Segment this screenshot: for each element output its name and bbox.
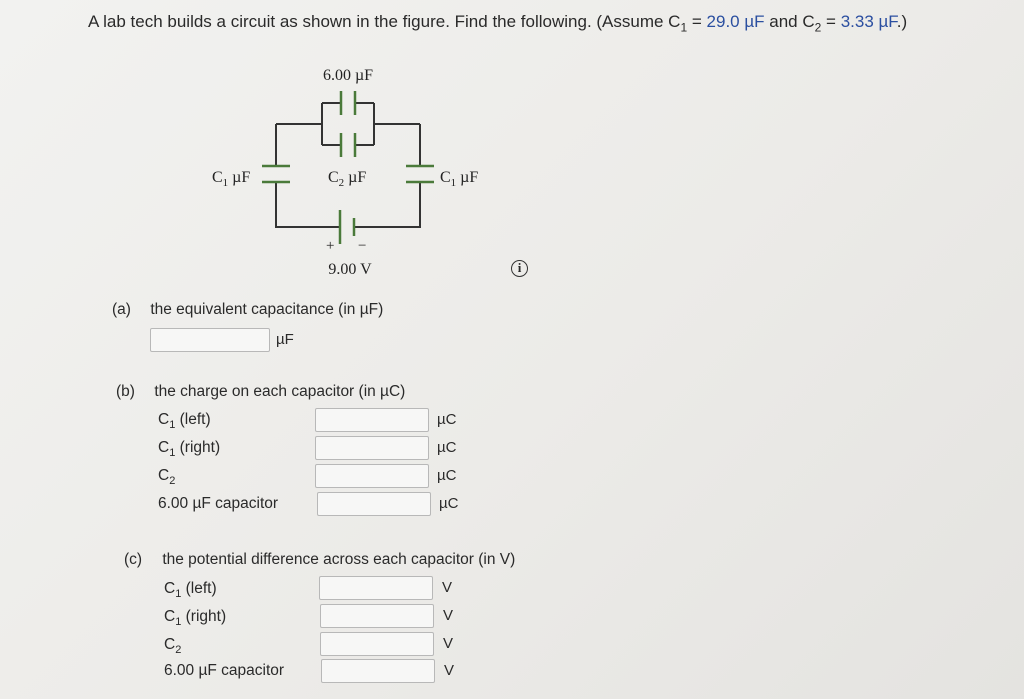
equivalent-capacitance-input[interactable] — [150, 328, 270, 352]
right-cap-letter: C — [440, 169, 451, 186]
charge-row-c1-right-label — [158, 439, 220, 459]
middle-cap-sub: 2 — [338, 177, 345, 189]
charge-c2-input[interactable] — [315, 464, 429, 488]
charge-row-6uF-label — [158, 495, 278, 515]
top-capacitor-label: 6.00 µF — [322, 67, 374, 84]
c1-subscript: 1 — [680, 20, 688, 35]
circuit-wires — [276, 103, 420, 227]
voltage-6uF-input[interactable] — [321, 659, 435, 683]
battery-plus-sign: + — [326, 238, 335, 254]
voltage-c1-right-unit: V — [443, 607, 454, 624]
row-label: C — [158, 411, 170, 428]
c2-value: 3.33 µF — [840, 12, 897, 31]
part-b-letter: (b) — [116, 383, 135, 400]
part-c-prompt — [124, 551, 515, 569]
row-label: C — [164, 636, 176, 653]
voltage-c1-left-unit: V — [442, 579, 453, 596]
charge-6uF-unit: µC — [439, 495, 459, 512]
voltage-c2-unit: V — [443, 635, 454, 652]
charge-c2-unit: µC — [437, 467, 457, 484]
row-sub: 2 — [169, 475, 176, 488]
c1-value: 29.0 µF — [706, 12, 765, 31]
equals-sign-2: = — [821, 12, 841, 31]
battery-symbol — [340, 210, 354, 244]
row-qualifier: (right) — [181, 608, 227, 625]
voltage-c1-right-input[interactable] — [320, 604, 434, 628]
voltage-6uF-unit: V — [444, 662, 455, 679]
part-b-text: the charge on each capacitor (in µC) — [154, 383, 406, 400]
charge-c1-left-unit: µC — [437, 411, 457, 428]
question-prefix: A lab tech builds a circuit as shown in the figure. Find the following. (Assume C — [88, 12, 681, 31]
part-a-letter: (a) — [112, 301, 131, 318]
info-icon[interactable]: i — [511, 260, 528, 277]
charge-6uF-input[interactable] — [317, 492, 431, 516]
charge-row-c2-label — [158, 467, 175, 487]
row-label: 6.00 µF capacitor — [164, 662, 285, 679]
row-qualifier: (right) — [175, 439, 221, 456]
and-text: and C — [764, 12, 815, 31]
row-qualifier: (left) — [175, 411, 211, 428]
row-sub: 2 — [175, 644, 182, 657]
row-label: C — [164, 580, 176, 597]
row-qualifier: (left) — [181, 580, 217, 597]
middle-capacitor-label — [328, 169, 366, 189]
voltage-row-c2-label — [164, 636, 181, 656]
voltage-row-6uF-label — [164, 662, 284, 682]
part-a-unit: µF — [276, 331, 294, 348]
right-cap-sub: 1 — [450, 177, 457, 189]
left-cap-unit: µF — [228, 169, 251, 186]
voltage-c2-input[interactable] — [320, 632, 434, 656]
battery-voltage-label: 9.00 V — [328, 261, 372, 278]
question-suffix: .) — [896, 12, 908, 31]
row-sub: 1 — [169, 419, 176, 432]
battery-minus-sign: − — [358, 238, 367, 254]
equals-sign: = — [687, 12, 707, 31]
question-text — [88, 12, 907, 34]
charge-c1-right-input[interactable] — [315, 436, 429, 460]
middle-cap-letter: C — [328, 169, 339, 186]
row-label: C — [158, 467, 170, 484]
part-c-letter: (c) — [124, 551, 143, 568]
part-a-text: the equivalent capacitance (in µF) — [150, 301, 384, 318]
row-sub: 1 — [175, 588, 182, 601]
charge-c1-right-unit: µC — [437, 439, 457, 456]
row-sub: 1 — [175, 616, 182, 629]
row-label: C — [164, 608, 176, 625]
right-cap-unit: µF — [456, 169, 479, 186]
left-cap-sub: 1 — [222, 177, 229, 189]
left-cap-letter: C — [212, 169, 223, 186]
middle-cap-unit: µF — [344, 169, 367, 186]
right-capacitor-label — [440, 169, 478, 189]
voltage-c1-left-input[interactable] — [319, 576, 433, 600]
row-sub: 1 — [169, 447, 176, 460]
voltage-row-c1-left-label — [164, 580, 217, 600]
circuit-diagram — [200, 58, 500, 283]
row-label: C — [158, 439, 170, 456]
left-capacitor-label — [212, 169, 250, 189]
voltage-row-c1-right-label — [164, 608, 226, 628]
part-c-text: the potential difference across each capacitor (in V) — [162, 551, 516, 568]
charge-c1-left-input[interactable] — [315, 408, 429, 432]
part-b-prompt — [116, 383, 405, 401]
c2-subscript: 2 — [814, 20, 822, 35]
part-a-prompt — [112, 301, 383, 319]
charge-row-c1-left-label — [158, 411, 211, 431]
row-label: 6.00 µF capacitor — [158, 495, 279, 512]
